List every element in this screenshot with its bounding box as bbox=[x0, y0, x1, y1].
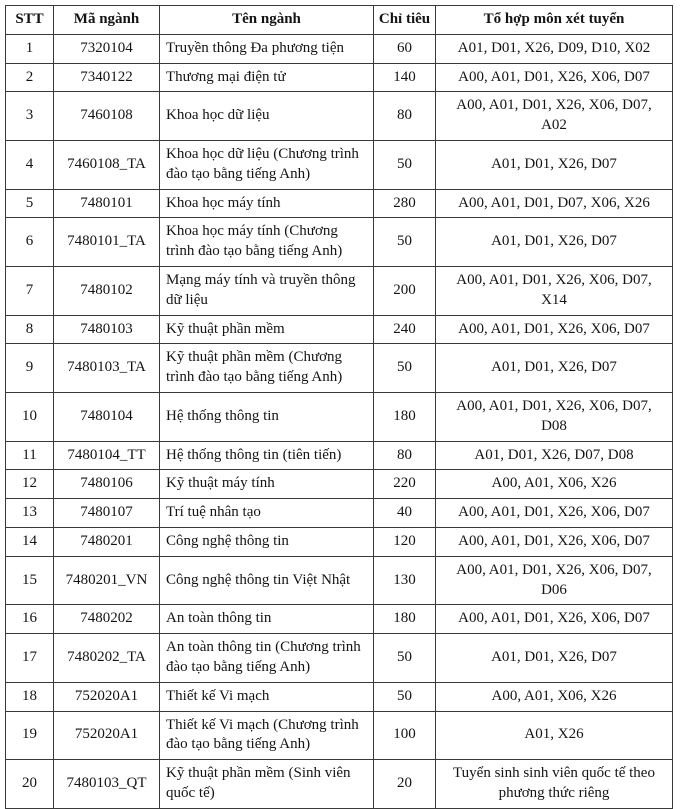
cell-name: Kỹ thuật máy tính bbox=[160, 470, 374, 499]
cell-stt: 4 bbox=[6, 140, 54, 189]
cell-quota: 60 bbox=[374, 34, 436, 63]
cell-name: Truyền thông Đa phương tiện bbox=[160, 34, 374, 63]
cell-code: 7480107 bbox=[54, 499, 160, 528]
header-quota: Chỉ tiêu bbox=[374, 6, 436, 35]
cell-stt: 2 bbox=[6, 63, 54, 92]
cell-quota: 120 bbox=[374, 527, 436, 556]
table-header-row bbox=[6, 6, 673, 35]
cell-name: Thiết kế Vi mạch (Chương trình đào tạo bằng tiếng Anh) bbox=[160, 711, 374, 760]
header-code: Mã ngành bbox=[54, 6, 160, 35]
cell-stt: 10 bbox=[6, 392, 54, 441]
cell-combos: Tuyển sinh sinh viên quốc tế theo phương thức riêng bbox=[436, 760, 673, 809]
cell-stt: 13 bbox=[6, 499, 54, 528]
cell-stt: 17 bbox=[6, 634, 54, 683]
table-row bbox=[6, 634, 673, 683]
cell-combos: A01, D01, X26, D07, D08 bbox=[436, 441, 673, 470]
cell-quota: 240 bbox=[374, 315, 436, 344]
cell-name: Hệ thống thông tin (tiên tiến) bbox=[160, 441, 374, 470]
cell-quota: 180 bbox=[374, 605, 436, 634]
cell-quota: 50 bbox=[374, 682, 436, 711]
cell-code: 7460108_TA bbox=[54, 140, 160, 189]
cell-quota: 280 bbox=[374, 189, 436, 218]
table-body bbox=[6, 34, 673, 808]
cell-combos: A00, A01, D01, D07, X06, X26 bbox=[436, 189, 673, 218]
cell-code: 7480104 bbox=[54, 392, 160, 441]
cell-name: Công nghệ thông tin Việt Nhật bbox=[160, 556, 374, 605]
cell-code: 7480201_VN bbox=[54, 556, 160, 605]
cell-code: 7480202_TA bbox=[54, 634, 160, 683]
cell-combos: A01, D01, X26, D09, D10, X02 bbox=[436, 34, 673, 63]
cell-combos: A01, D01, X26, D07 bbox=[436, 344, 673, 393]
cell-stt: 3 bbox=[6, 92, 54, 141]
cell-name: Thiết kế Vi mạch bbox=[160, 682, 374, 711]
cell-quota: 220 bbox=[374, 470, 436, 499]
cell-combos: A00, A01, D01, X26, X06, D07, D08 bbox=[436, 392, 673, 441]
cell-code: 7480106 bbox=[54, 470, 160, 499]
cell-name: Khoa học máy tính bbox=[160, 189, 374, 218]
cell-code: 7340122 bbox=[54, 63, 160, 92]
header-combos: Tổ hợp môn xét tuyển bbox=[436, 6, 673, 35]
cell-code: 7480201 bbox=[54, 527, 160, 556]
table-row bbox=[6, 441, 673, 470]
cell-quota: 40 bbox=[374, 499, 436, 528]
cell-combos: A01, D01, X26, D07 bbox=[436, 634, 673, 683]
table-row bbox=[6, 499, 673, 528]
cell-quota: 80 bbox=[374, 441, 436, 470]
cell-stt: 12 bbox=[6, 470, 54, 499]
cell-code: 7480103 bbox=[54, 315, 160, 344]
cell-combos: A00, A01, D01, X26, X06, D07 bbox=[436, 63, 673, 92]
table-row bbox=[6, 218, 673, 267]
cell-combos: A00, A01, D01, X26, X06, D07, X14 bbox=[436, 266, 673, 315]
cell-name: Mạng máy tính và truyền thông dữ liệu bbox=[160, 266, 374, 315]
cell-combos: A00, A01, D01, X26, X06, D07 bbox=[436, 315, 673, 344]
cell-quota: 100 bbox=[374, 711, 436, 760]
table-row bbox=[6, 315, 673, 344]
cell-quota: 130 bbox=[374, 556, 436, 605]
cell-stt: 16 bbox=[6, 605, 54, 634]
table-row bbox=[6, 392, 673, 441]
cell-stt: 5 bbox=[6, 189, 54, 218]
cell-combos: A00, A01, X06, X26 bbox=[436, 682, 673, 711]
cell-quota: 140 bbox=[374, 63, 436, 92]
table-row bbox=[6, 711, 673, 760]
cell-stt: 18 bbox=[6, 682, 54, 711]
table-row bbox=[6, 92, 673, 141]
cell-combos: A01, X26 bbox=[436, 711, 673, 760]
cell-code: 7480101 bbox=[54, 189, 160, 218]
header-name: Tên ngành bbox=[160, 6, 374, 35]
cell-quota: 50 bbox=[374, 140, 436, 189]
table-row bbox=[6, 140, 673, 189]
cell-name: Kỹ thuật phần mềm bbox=[160, 315, 374, 344]
cell-code: 7460108 bbox=[54, 92, 160, 141]
table-row bbox=[6, 344, 673, 393]
cell-name: An toàn thông tin bbox=[160, 605, 374, 634]
table-row bbox=[6, 266, 673, 315]
cell-name: Khoa học máy tính (Chương trình đào tạo bằng tiếng Anh) bbox=[160, 218, 374, 267]
cell-code: 7480101_TA bbox=[54, 218, 160, 267]
cell-stt: 15 bbox=[6, 556, 54, 605]
cell-code: 7480104_TT bbox=[54, 441, 160, 470]
cell-quota: 200 bbox=[374, 266, 436, 315]
cell-stt: 7 bbox=[6, 266, 54, 315]
cell-stt: 6 bbox=[6, 218, 54, 267]
table-row bbox=[6, 682, 673, 711]
cell-name: Thương mại điện tử bbox=[160, 63, 374, 92]
table-row bbox=[6, 34, 673, 63]
cell-combos: A01, D01, X26, D07 bbox=[436, 218, 673, 267]
cell-code: 7480202 bbox=[54, 605, 160, 634]
cell-code: 752020A1 bbox=[54, 711, 160, 760]
cell-combos: A00, A01, D01, X26, X06, D07 bbox=[436, 527, 673, 556]
table-header bbox=[6, 6, 673, 35]
cell-code: 752020A1 bbox=[54, 682, 160, 711]
cell-code: 7480102 bbox=[54, 266, 160, 315]
cell-name: Khoa học dữ liệu bbox=[160, 92, 374, 141]
cell-quota: 180 bbox=[374, 392, 436, 441]
cell-combos: A00, A01, D01, X26, X06, D07, A02 bbox=[436, 92, 673, 141]
cell-combos: A00, A01, D01, X26, X06, D07 bbox=[436, 605, 673, 634]
admissions-table bbox=[5, 5, 673, 809]
cell-combos: A00, A01, X06, X26 bbox=[436, 470, 673, 499]
header-stt: STT bbox=[6, 6, 54, 35]
cell-name: An toàn thông tin (Chương trình đào tạo bằng tiếng Anh) bbox=[160, 634, 374, 683]
table-row bbox=[6, 63, 673, 92]
table-row bbox=[6, 527, 673, 556]
table-row bbox=[6, 556, 673, 605]
cell-code: 7480103_QT bbox=[54, 760, 160, 809]
cell-quota: 80 bbox=[374, 92, 436, 141]
cell-stt: 11 bbox=[6, 441, 54, 470]
table-row bbox=[6, 470, 673, 499]
cell-name: Kỹ thuật phần mềm (Chương trình đào tạo bằng tiếng Anh) bbox=[160, 344, 374, 393]
cell-stt: 9 bbox=[6, 344, 54, 393]
cell-quota: 50 bbox=[374, 344, 436, 393]
cell-name: Hệ thống thông tin bbox=[160, 392, 374, 441]
cell-name: Công nghệ thông tin bbox=[160, 527, 374, 556]
cell-combos: A00, A01, D01, X26, X06, D07, D06 bbox=[436, 556, 673, 605]
cell-stt: 14 bbox=[6, 527, 54, 556]
cell-code: 7480103_TA bbox=[54, 344, 160, 393]
cell-combos: A01, D01, X26, D07 bbox=[436, 140, 673, 189]
cell-name: Trí tuệ nhân tạo bbox=[160, 499, 374, 528]
table-row bbox=[6, 189, 673, 218]
cell-quota: 50 bbox=[374, 218, 436, 267]
cell-stt: 20 bbox=[6, 760, 54, 809]
cell-code: 7320104 bbox=[54, 34, 160, 63]
cell-combos: A00, A01, D01, X26, X06, D07 bbox=[436, 499, 673, 528]
cell-stt: 19 bbox=[6, 711, 54, 760]
cell-stt: 8 bbox=[6, 315, 54, 344]
table-row bbox=[6, 605, 673, 634]
cell-quota: 20 bbox=[374, 760, 436, 809]
cell-quota: 50 bbox=[374, 634, 436, 683]
cell-name: Khoa học dữ liệu (Chương trình đào tạo bằng tiếng Anh) bbox=[160, 140, 374, 189]
cell-stt: 1 bbox=[6, 34, 54, 63]
cell-name: Kỹ thuật phần mềm (Sinh viên quốc tế) bbox=[160, 760, 374, 809]
table-row bbox=[6, 760, 673, 809]
